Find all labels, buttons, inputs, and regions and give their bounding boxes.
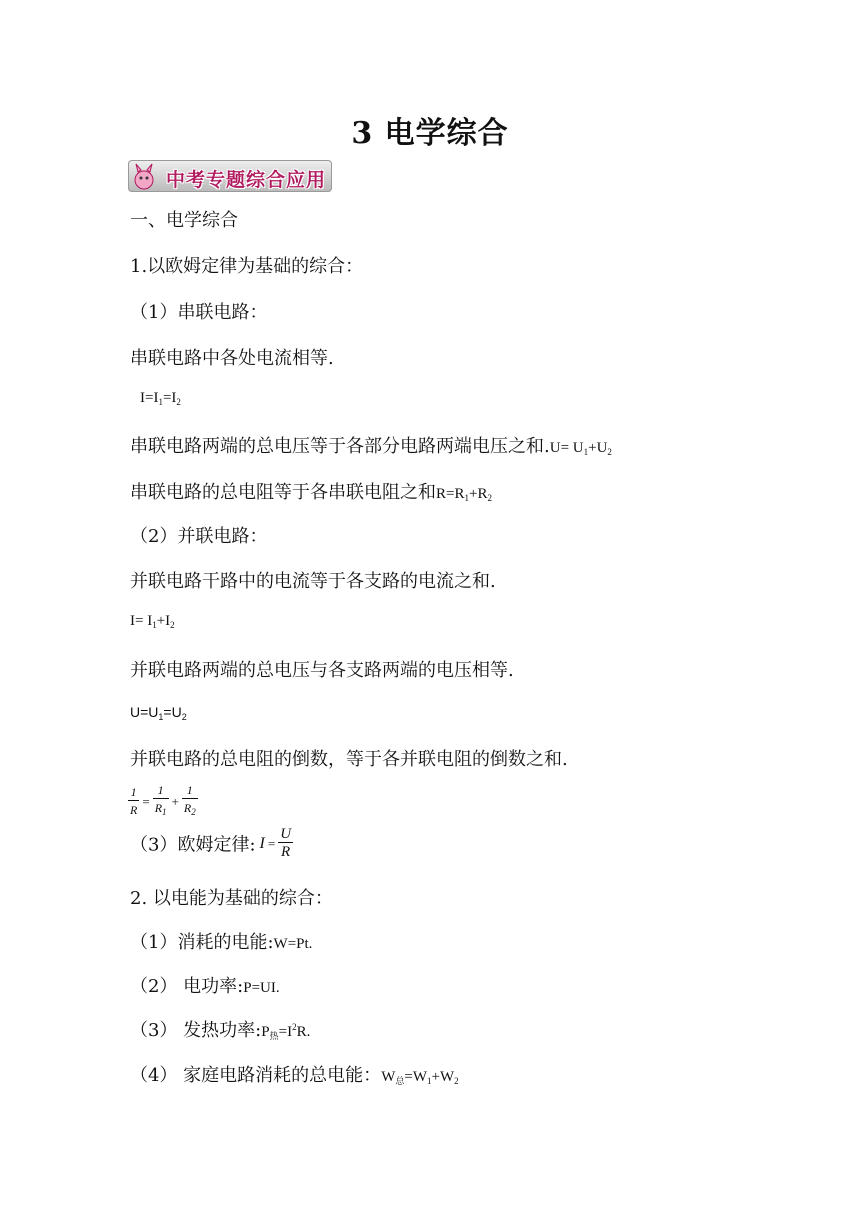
fraction-1-over-r: $\frac{1}{R}$ (130, 785, 138, 817)
series-resistance-text: 串联电路的总电阻等于各串联电阻之和$R=R_1+R_2$ (130, 482, 492, 503)
subsection-heading: 1.以欧姆定律为基础的综合： (130, 256, 364, 277)
series-current-formula: $I=I_1=I_2$ (140, 390, 181, 407)
parallel-resistance-formula: $\frac{1}{R}$ = $\frac{1}{R_1}$ + $\frac{1}{R_2}$ (128, 782, 198, 821)
ohms-law-fraction: $\frac{U}{R}$ (280, 826, 292, 860)
series-circuit-heading: （1）串联电路： (130, 302, 268, 323)
energy-consumed-line: （1）消耗的电能:W=Pt. (130, 932, 313, 953)
parallel-voltage-text: 并联电路两端的总电压与各支路两端的电压相等. (130, 660, 514, 681)
heat-power-line: （3） 发热功率$:P_热=I^2R$. (130, 1020, 311, 1042)
parallel-voltage-formula: $U=U_1=U_2$ (130, 704, 187, 722)
series-voltage-text: 串联电路两端的总电压等于各部分电路两端电压之和$.U= U_1+U_2$ (130, 436, 612, 457)
total-energy-line: （4） 家庭电路消耗的总电能：$W_总=W_1+W_2$ (130, 1065, 459, 1087)
power-line: （2） 电功率:P=UI. (130, 976, 280, 997)
mascot-icon (132, 162, 156, 190)
fraction-1-over-r1: $\frac{1}{R_1}$ (153, 782, 169, 821)
parallel-resistance-text: 并联电路的总电阻的倒数，等于各并联电阻的倒数之和. (130, 749, 568, 770)
section-banner (128, 160, 332, 192)
section-heading: 一、电学综合 (130, 210, 238, 231)
ohms-law-line: （3）欧姆定律: I = $\frac{U}{R}$ (130, 826, 292, 860)
energy-section-heading: 2. 以电能为基础的综合： (130, 888, 333, 909)
banner-label: 中考专题综合应用 (166, 169, 327, 191)
parallel-current-formula: $I= I_1+I_2$ (130, 613, 175, 630)
series-current-text: 串联电路中各处电流相等. (130, 348, 334, 369)
page-title: 3 电学综合 (351, 116, 509, 151)
parallel-current-text: 并联电路干路中的电流等于各支路的电流之和. (130, 571, 496, 592)
parallel-circuit-heading: （2）并联电路： (130, 526, 268, 547)
fraction-1-over-r2: $\frac{1}{R_2}$ (182, 782, 198, 821)
